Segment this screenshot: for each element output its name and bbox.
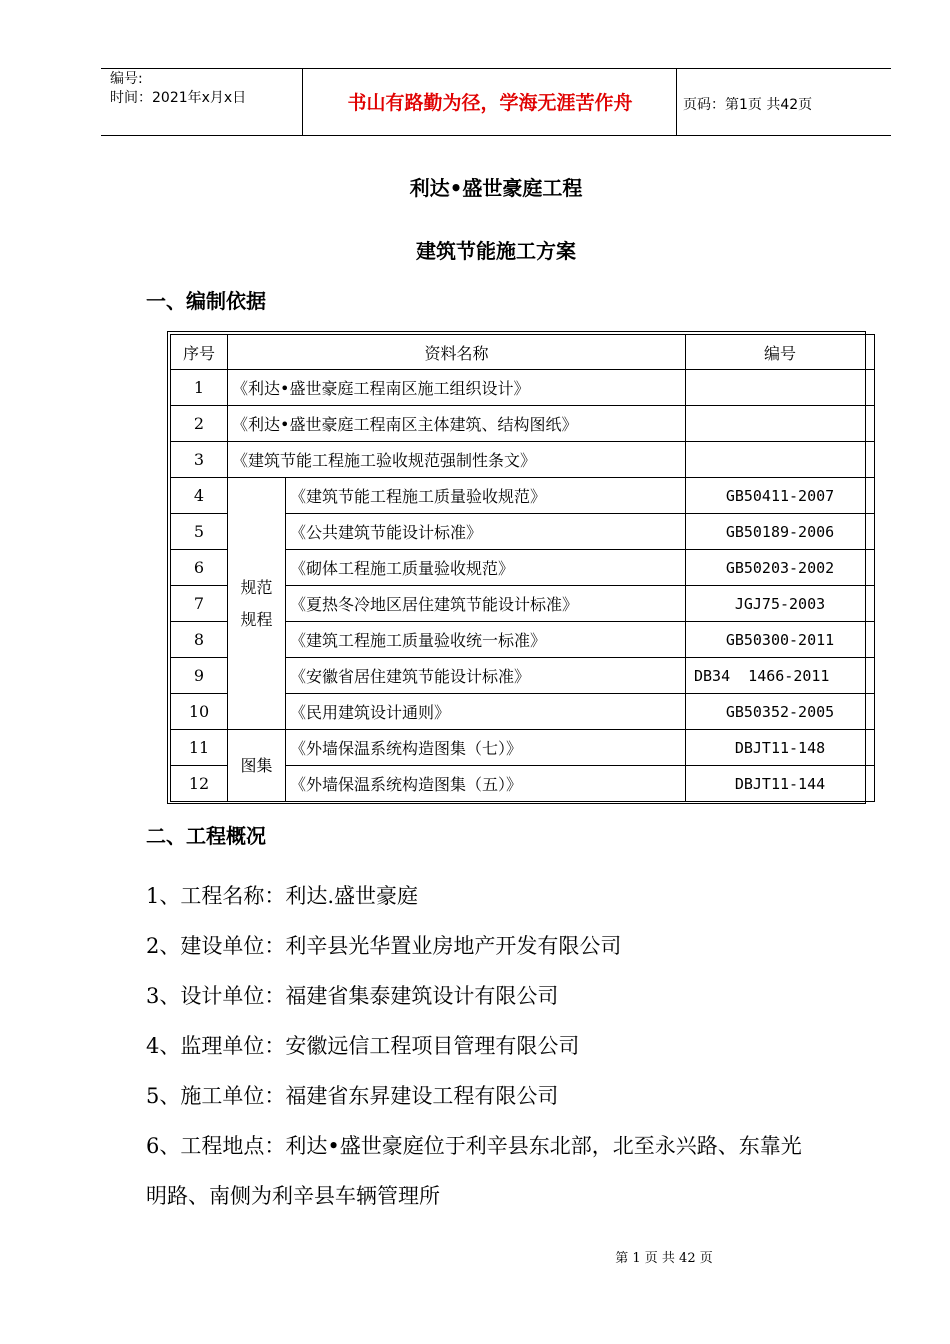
reference-table xyxy=(170,334,875,802)
table-row xyxy=(171,370,875,406)
row-code xyxy=(686,370,875,406)
overview-item: 5、施工单位：福建省东昇建设工程有限公司 xyxy=(146,1084,559,1108)
page-footer: 第 1 页 共 42 页 xyxy=(615,1251,713,1266)
row-code: GB50352-2005 xyxy=(686,694,875,730)
row-no: 9 xyxy=(171,658,228,694)
section-heading-overview: 二、工程概况 xyxy=(146,824,266,848)
row-name: 《夏热冬冷地区居住建筑节能设计标准》 xyxy=(286,586,686,622)
header-page-label: 页码：第1页 共42页 xyxy=(683,97,813,113)
row-no: 1 xyxy=(171,370,228,406)
header-cell-no: 序号 xyxy=(171,335,228,370)
section-heading-basis: 一、编制依据 xyxy=(146,289,266,313)
row-no: 5 xyxy=(171,514,228,550)
row-no: 2 xyxy=(171,406,228,442)
row-code: JGJ75-2003 xyxy=(686,586,875,622)
overview-item: 1、工程名称：利达.盛世豪庭 xyxy=(146,884,419,908)
row-code: DBJT11-148 xyxy=(686,730,875,766)
row-code: GB50203-2002 xyxy=(686,550,875,586)
overview-item: 6、工程地点：利达•盛世豪庭位于利辛县东北部，北至永兴路、东靠光 xyxy=(146,1134,802,1158)
header-number-label: 编号: xyxy=(110,71,143,87)
row-code: GB50189-2006 xyxy=(686,514,875,550)
category-norms-line1: 规范 xyxy=(240,577,273,597)
header-divider xyxy=(676,68,677,136)
row-name: 《安徽省居住建筑节能设计标准》 xyxy=(286,658,686,694)
row-no: 11 xyxy=(171,730,228,766)
row-no: 3 xyxy=(171,442,228,478)
row-name: 《民用建筑设计通则》 xyxy=(286,694,686,730)
table-row xyxy=(171,406,875,442)
table-row xyxy=(171,730,875,766)
row-code: DB34 1466-2011 xyxy=(686,658,875,694)
header-meta xyxy=(110,70,246,108)
row-code xyxy=(686,442,875,478)
row-name: 《砌体工程施工质量验收规范》 xyxy=(286,550,686,586)
row-name: 《公共建筑节能设计标准》 xyxy=(286,514,686,550)
row-name: 《建筑节能工程施工质量验收规范》 xyxy=(286,478,686,514)
category-norms xyxy=(228,478,286,730)
row-name: 《建筑工程施工质量验收统一标准》 xyxy=(286,622,686,658)
row-name: 《建筑节能工程施工验收规范强制性条文》 xyxy=(228,442,686,478)
row-code: DBJT11-144 xyxy=(686,766,875,802)
table-header-row xyxy=(171,335,875,370)
row-code xyxy=(686,406,875,442)
header-divider xyxy=(302,68,303,136)
row-no: 6 xyxy=(171,550,228,586)
row-code: GB50411-2007 xyxy=(686,478,875,514)
row-name: 《外墙保温系统构造图集（五）》 xyxy=(286,766,686,802)
header-motto: 书山有路勤为径，学海无涯苦作舟 xyxy=(347,92,633,114)
table-row xyxy=(171,478,875,514)
category-atlas: 图集 xyxy=(228,730,286,802)
header-top-rule xyxy=(101,68,891,69)
row-no: 4 xyxy=(171,478,228,514)
row-code: GB50300-2011 xyxy=(686,622,875,658)
header-bottom-rule xyxy=(101,135,891,136)
overview-item-continued: 明路、南侧为利辛县车辆管理所 xyxy=(146,1184,440,1208)
header-cell-name: 资料名称 xyxy=(228,335,686,370)
row-no: 8 xyxy=(171,622,228,658)
row-no: 7 xyxy=(171,586,228,622)
row-name: 《利达•盛世豪庭工程南区主体建筑、结构图纸》 xyxy=(228,406,686,442)
row-name: 《利达•盛世豪庭工程南区施工组织设计》 xyxy=(228,370,686,406)
table-row xyxy=(171,442,875,478)
row-name: 《外墙保温系统构造图集（七）》 xyxy=(286,730,686,766)
overview-item: 2、建设单位：利辛县光华置业房地产开发有限公司 xyxy=(146,934,622,958)
header-cell-code: 编号 xyxy=(686,335,875,370)
header-time-label: 时间：2021年x月x日 xyxy=(110,90,247,106)
category-norms-line2: 规程 xyxy=(240,609,273,629)
document-title: 利达•盛世豪庭工程 xyxy=(409,176,583,200)
overview-item: 3、设计单位：福建省集泰建筑设计有限公司 xyxy=(146,984,559,1008)
document-subtitle: 建筑节能施工方案 xyxy=(416,239,576,263)
row-no: 10 xyxy=(171,694,228,730)
row-no: 12 xyxy=(171,766,228,802)
overview-item: 4、监理单位：安徽远信工程项目管理有限公司 xyxy=(146,1034,580,1058)
